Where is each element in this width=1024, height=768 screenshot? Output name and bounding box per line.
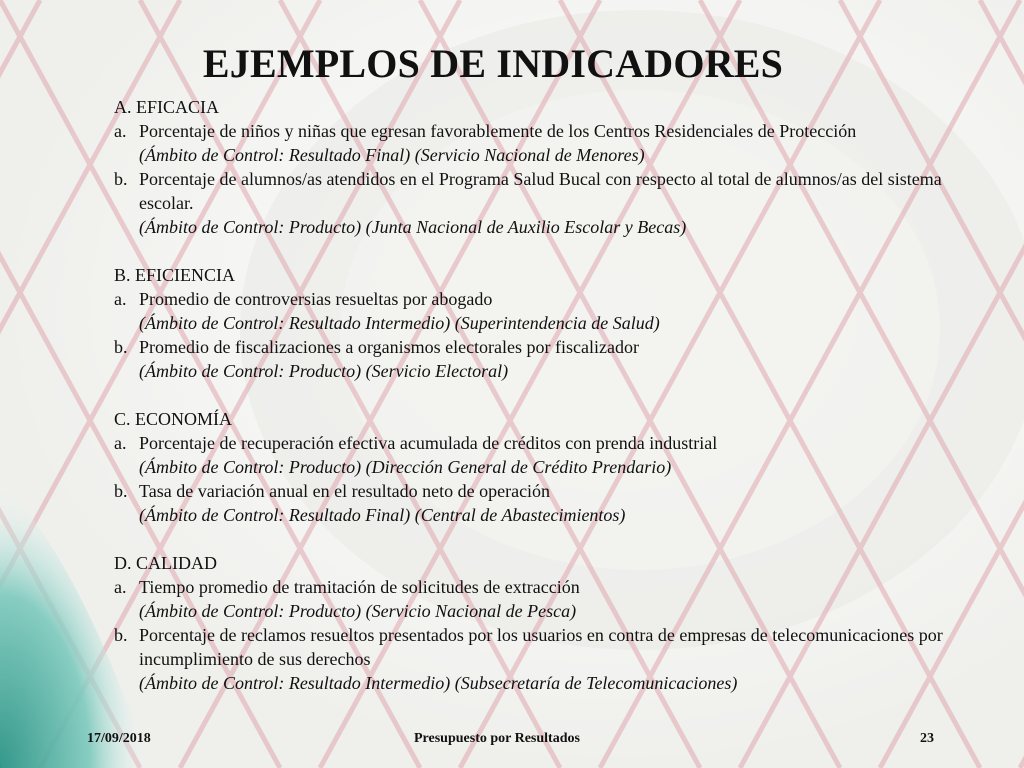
indicator-scope-note: (Ámbito de Control: Producto) (Dirección General de Crédito Prendario) bbox=[139, 457, 672, 477]
indicator-item bbox=[114, 479, 994, 527]
indicator-text: Porcentaje de alumnos/as atendidos en el Programa Salud Bucal con respecto al total de alumnos/as del sistema escolar. bbox=[139, 169, 942, 213]
item-marker: b. bbox=[114, 481, 128, 501]
indicator-text: Tiempo promedio de tramitación de solicitudes de extracción bbox=[139, 577, 580, 597]
indicator-text: Porcentaje de niños y niñas que egresan favorablemente de los Centros Residenciales de Protección bbox=[139, 121, 857, 141]
item-marker: a. bbox=[114, 577, 127, 597]
indicator-section bbox=[114, 263, 994, 383]
indicator-scope-note: (Ámbito de Control: Producto) (Servicio Electoral) bbox=[139, 361, 509, 381]
section-heading: A. EFICACIA bbox=[114, 97, 220, 117]
item-marker: b. bbox=[114, 169, 128, 189]
indicator-scope-note: (Ámbito de Control: Producto) (Servicio Nacional de Pesca) bbox=[139, 601, 577, 621]
footer-date: 17/09/2018 bbox=[87, 731, 151, 746]
page-number: 23 bbox=[920, 731, 934, 746]
indicator-item bbox=[114, 119, 994, 167]
indicator-item bbox=[114, 623, 994, 695]
indicator-item bbox=[114, 287, 994, 335]
indicator-text: Promedio de controversias resueltas por abogado bbox=[139, 289, 493, 309]
indicator-scope-note: (Ámbito de Control: Producto) (Junta Nacional de Auxilio Escolar y Becas) bbox=[139, 217, 687, 237]
item-marker: a. bbox=[114, 433, 127, 453]
footer-title: Presupuesto por Resultados bbox=[414, 731, 580, 746]
indicator-section bbox=[114, 407, 994, 527]
indicator-item bbox=[114, 335, 994, 383]
indicator-scope-note: (Ámbito de Control: Resultado Final) (Servicio Nacional de Menores) bbox=[139, 145, 645, 165]
indicator-scope-note: (Ámbito de Control: Resultado Intermedio) (Superintendencia de Salud) bbox=[139, 313, 660, 333]
slide-title: EJEMPLOS DE INDICADORES bbox=[202, 41, 784, 86]
indicator-scope-note: (Ámbito de Control: Resultado Intermedio) (Subsecretaría de Telecomunicaciones) bbox=[139, 673, 738, 693]
indicator-text: Tasa de variación anual en el resultado neto de operación bbox=[139, 481, 551, 501]
indicator-section bbox=[114, 95, 994, 239]
indicator-text: Porcentaje de reclamos resueltos presentados por los usuarios en contra de empresas de telecomunicaciones por incumplimiento de sus derechos bbox=[139, 625, 943, 669]
indicator-item bbox=[114, 575, 994, 623]
indicator-item bbox=[114, 431, 994, 479]
item-marker: a. bbox=[114, 289, 127, 309]
indicator-section bbox=[114, 551, 994, 695]
item-marker: b. bbox=[114, 625, 128, 645]
item-marker: a. bbox=[114, 121, 127, 141]
indicator-item bbox=[114, 167, 994, 239]
item-marker: b. bbox=[114, 337, 128, 357]
indicator-list bbox=[114, 95, 994, 719]
section-heading: D. CALIDAD bbox=[114, 553, 217, 573]
section-heading: C. ECONOMÍA bbox=[114, 409, 233, 429]
indicator-scope-note: (Ámbito de Control: Resultado Final) (Central de Abastecimientos) bbox=[139, 505, 626, 525]
section-heading: B. EFICIENCIA bbox=[114, 265, 235, 285]
indicator-text: Porcentaje de recuperación efectiva acumulada de créditos con prenda industrial bbox=[139, 433, 718, 453]
indicator-text: Promedio de fiscalizaciones a organismos electorales por fiscalizador bbox=[139, 337, 639, 357]
